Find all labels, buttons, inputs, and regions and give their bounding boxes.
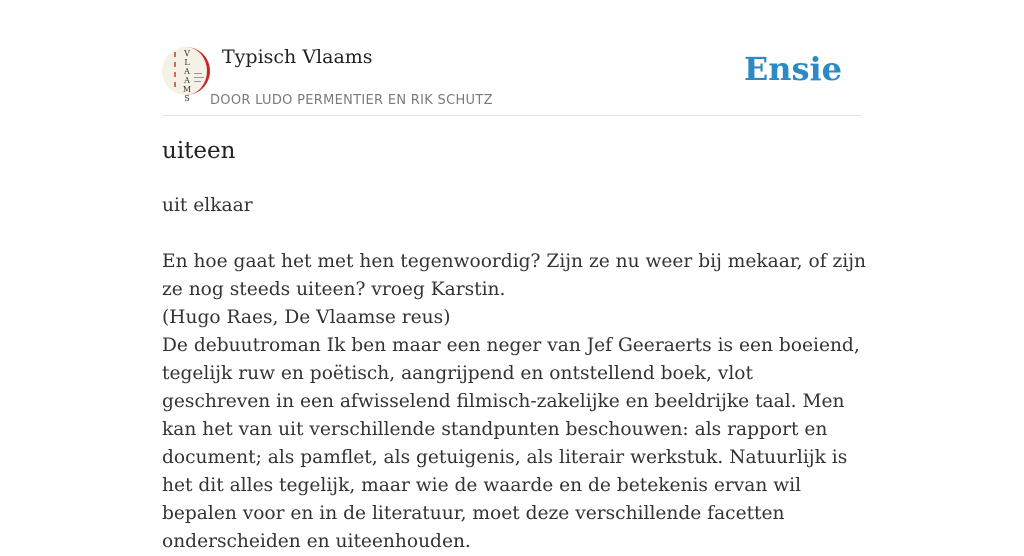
source-header xyxy=(162,44,862,116)
entry-body xyxy=(162,192,866,556)
book-title-link[interactable]: Typisch Vlaams xyxy=(222,46,373,68)
brand-logo-link[interactable]: Ensie xyxy=(743,50,842,88)
book-cover-icon[interactable] xyxy=(162,47,210,103)
example-source: (Hugo Raes, De Vlaamse reus) xyxy=(162,307,451,328)
book-authors: DOOR LUDO PERMENTIER EN RIK SCHUTZ xyxy=(210,93,493,108)
example-quote: De debuutroman Ik ben maar een neger van Jef Geeraerts is een boeiend, tegelijk ruw en poëtisch, aangrijpend en ontstellend boek, vlot geschreven in een afwisselend filmisch-zakelijke en beeldrijke taal. Men kan het van uit verschillende standpunten beschouwen: als rapport en document; als pamflet, als getuigenis, als literair werkstuk. Natuurlijk is het dit alles tegelijk, maar wie de waarde en de betekenis ervan wil bepalen voor en in de literatuur, moet deze verschillende facetten onderscheiden en uiteenhouden. xyxy=(162,335,860,552)
logo-lettering: V L A A M S xyxy=(182,49,192,103)
entry-headword: uiteen xyxy=(162,138,236,164)
example-quote: En hoe gaat het met hen tegenwoordig? Zijn ze nu weer bij mekaar, of zijn ze nog steeds uiteen? vroeg Karstin. xyxy=(162,251,866,300)
entry-definition: uit elkaar xyxy=(162,195,253,216)
